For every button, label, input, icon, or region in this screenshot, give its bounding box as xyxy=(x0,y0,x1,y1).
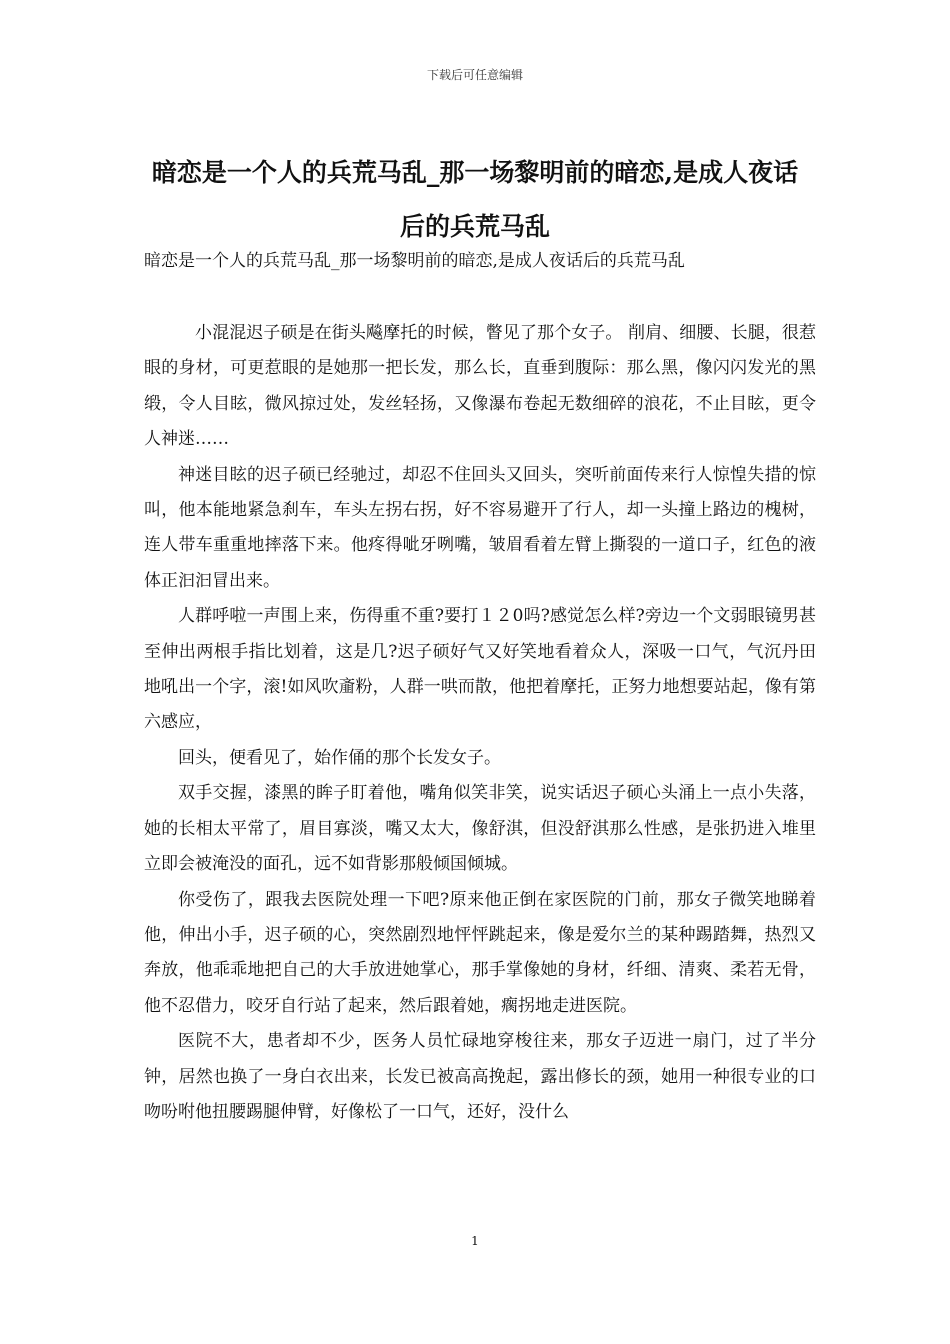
paragraph: 双手交握，漆黑的眸子盯着他，嘴角似笑非笑，说实话迟子硕心头涌上一点小失落，她的长相太平常了，眉目寡淡，嘴又太大，像舒淇，但没舒淇那么性感，是张扔进入堆里立即会被淹没的面孔，远不如背影那般倾国倾城。 xyxy=(144,783,816,875)
document-subtitle: 暗恋是一个人的兵荒马乱_那一场黎明前的暗恋,是成人夜话后的兵荒马乱 xyxy=(144,251,685,271)
paragraph: 神迷目眩的迟子硕已经驰过，却忍不住回头又回头，突听前面传来行人惊惶失措的惊叫，他本能地紧急刹车，车头左拐右拐，好不容易避开了行人，却一头撞上路边的槐树，连人带车重重地摔落下来。他疼得呲牙咧嘴，皱眉看着左臂上撕裂的一道口子，红色的液体正汩汩冒出来。 xyxy=(144,464,816,591)
paragraph: 医院不大，患者却不少，医务人员忙碌地穿梭往来，那女子迈进一扇门，过了半分钟，居然也换了一身白衣出来，长发已被高高挽起，露出修长的颈，她用一种很专业的口吻吩咐他扭腰踢腿伸臂，好像松了一口气，还好，没什么 xyxy=(144,1031,816,1122)
document-title: 暗恋是一个人的兵荒马乱_那一场黎明前的暗恋,是成人夜话后的兵荒马乱 xyxy=(151,158,799,241)
paragraph: 你受伤了，跟我去医院处理一下吧?原来他正倒在家医院的门前，那女子微笑地睇着他，伸出小手，迟子硕的心，突然剧烈地怦怦跳起来，像是爱尔兰的某种踢踏舞，热烈又奔放，他乖乖地把自己的大手放进她掌心，那手掌像她的身材，纤细、清爽、柔若无骨，他不忍借力，咬牙自行站了起来，然后跟着她，瘸拐地走进医院。 xyxy=(144,889,816,1016)
paragraph: 人群呼啦一声围上来，伤得重不重?要打１２0吗?感觉怎么样?旁边一个文弱眼镜男甚至伸出两根手指比划着，这是几?迟子硕好气又好笑地看着众人，深吸一口气，气沉丹田地吼出一个字，滚!如风吹齑粉，人群一哄而散，他把着摩托，正努力地想要站起，像有第六感应， xyxy=(144,606,816,733)
paragraph: 回头，便看见了，始作俑的那个长发女子。 xyxy=(178,747,501,768)
body-text xyxy=(144,316,816,1130)
paragraph: 小混混迟子硕是在街头飚摩托的时候，瞥见了那个女子。 削肩、细腰、长腿，很惹眼的身材，可更惹眼的是她那一把长发，那么长，直垂到腹际：那么黑，像闪闪发光的黑缎，令人目眩，微风掠过处，发丝轻扬，又像瀑布卷起无数细碎的浪花，不止目眩，更令人神迷…… xyxy=(144,323,816,450)
page-number: 1 xyxy=(471,1234,479,1248)
header-note: 下载后可任意编辑 xyxy=(426,68,523,82)
